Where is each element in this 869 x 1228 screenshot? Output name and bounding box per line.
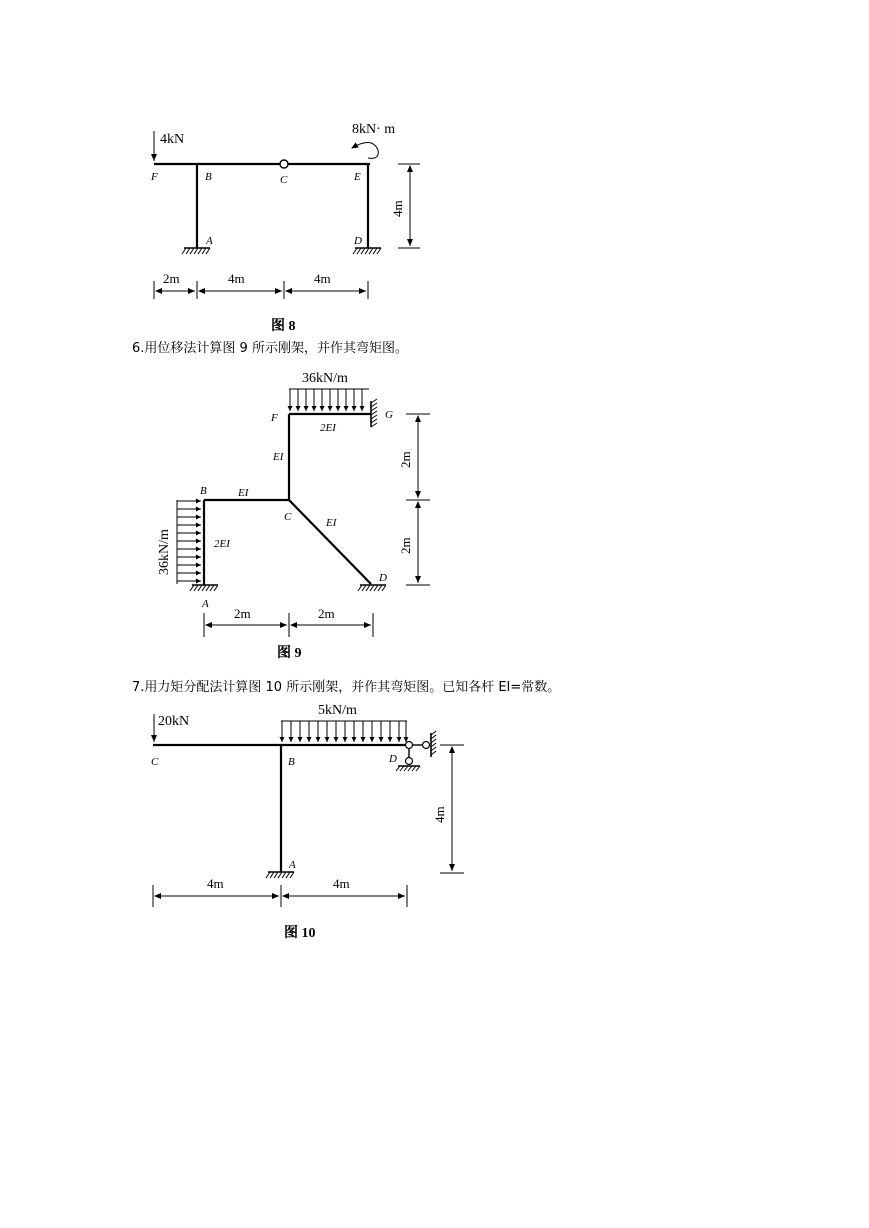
dim-label: 4m <box>390 200 405 217</box>
fixed-support-g <box>371 399 377 427</box>
node-label: B <box>200 485 207 497</box>
question-7: 7.用力矩分配法计算图 10 所示刚架，并作其弯矩图。已知各杆 EI=常数。 <box>132 680 561 695</box>
node-label: A <box>289 859 296 871</box>
load-left: 36kN/m <box>157 529 172 575</box>
figure-10 <box>0 695 869 955</box>
question-6: 6.用位移法计算图 9 所示刚架，并作其弯矩图。 <box>132 341 408 356</box>
hinge-c <box>280 160 288 168</box>
member-label: EI <box>238 487 249 499</box>
link-support-d <box>396 731 436 771</box>
dim-label: 2m <box>398 537 413 554</box>
figure-8 <box>0 0 869 340</box>
node-label: C <box>280 174 288 186</box>
member-label: EI <box>273 451 284 463</box>
dim-label: 4m <box>432 806 447 823</box>
distributed-load-top <box>289 389 369 411</box>
node-label: A <box>202 598 209 610</box>
dimension-lines <box>204 414 430 637</box>
node-label: D <box>379 572 387 584</box>
dim-label: 4m <box>333 876 350 891</box>
figure-caption: 图 8 <box>271 319 296 334</box>
member-label: EI <box>326 517 337 529</box>
dim-label: 2m <box>234 606 251 621</box>
moment-arrow <box>352 142 378 158</box>
load-force: 20kN <box>158 714 190 729</box>
member-label: 2EI <box>320 422 336 434</box>
node-label: F <box>271 412 278 424</box>
distributed-load-left <box>177 500 201 584</box>
fixed-support-d <box>353 248 381 254</box>
dim-label: 4m <box>314 271 331 286</box>
figure-caption: 图 9 <box>277 646 302 661</box>
node-label: D <box>389 753 397 765</box>
node-label: C <box>151 756 159 768</box>
fixed-support-a <box>190 585 218 591</box>
member-label: 2EI <box>214 538 230 550</box>
figure-9 <box>0 355 869 675</box>
node-label: F <box>151 171 158 183</box>
node-label: A <box>206 235 213 247</box>
dim-label: 2m <box>318 606 335 621</box>
node-label: D <box>354 235 362 247</box>
dim-label: 4m <box>207 876 224 891</box>
figure-caption: 图 10 <box>284 926 316 941</box>
load-dist: 5kN/m <box>318 703 357 718</box>
dim-label: 2m <box>163 271 180 286</box>
node-label: B <box>288 756 295 768</box>
node-label: C <box>284 511 292 523</box>
fixed-support-a <box>182 248 210 254</box>
fixed-support-a <box>266 872 294 878</box>
node-label: B <box>205 171 212 183</box>
load-force: 4kN <box>160 132 185 147</box>
load-moment: 8kN· m <box>352 122 396 137</box>
node-label: G <box>385 409 393 421</box>
dim-label: 2m <box>398 451 413 468</box>
fixed-support-d <box>358 585 386 591</box>
load-top: 36kN/m <box>302 371 348 386</box>
dim-label: 4m <box>228 271 245 286</box>
distributed-load <box>281 721 407 742</box>
node-label: E <box>354 171 361 183</box>
